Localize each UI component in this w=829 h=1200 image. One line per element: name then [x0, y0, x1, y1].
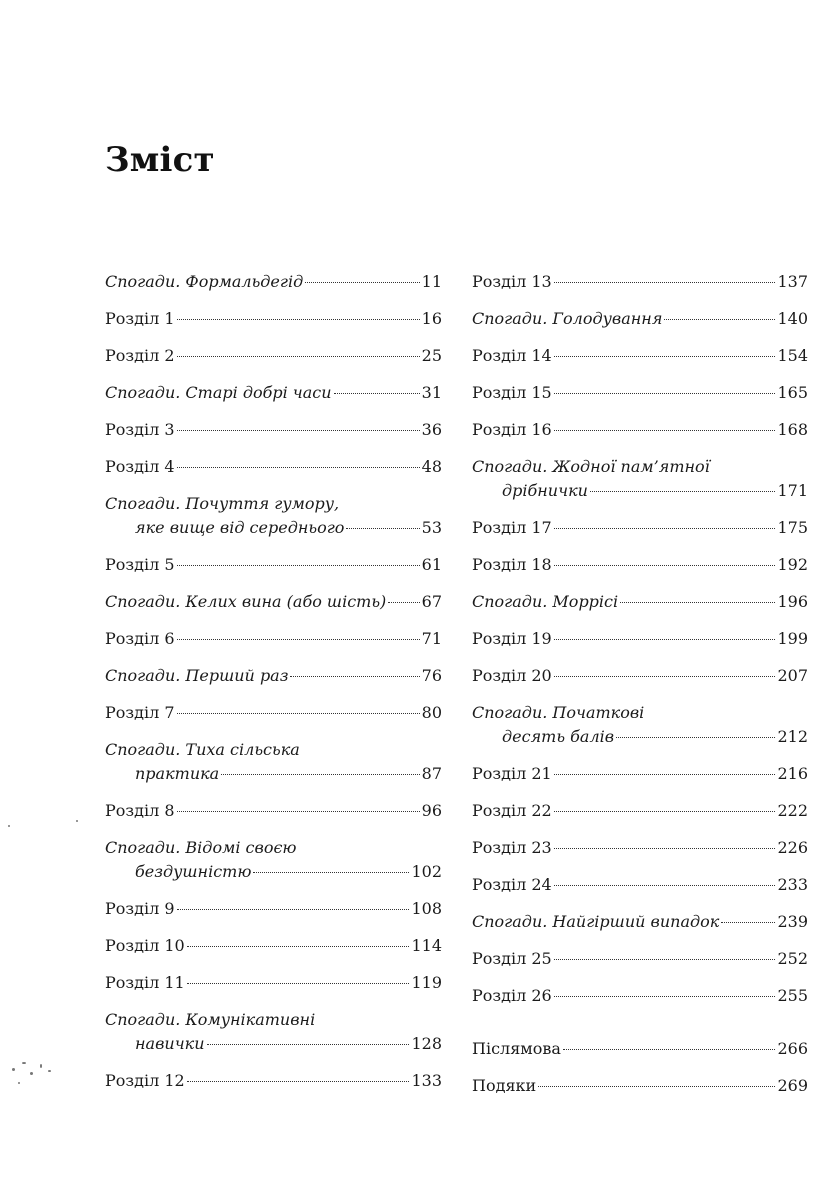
toc-entry [472, 627, 808, 651]
dot-leader [590, 491, 776, 492]
page-title: Зміст [105, 140, 215, 180]
toc-entry-title: Розділ 11 [105, 973, 185, 992]
toc-entry-title: дрібнички [502, 481, 588, 500]
toc-entry [472, 455, 808, 503]
toc-entry [472, 984, 808, 1008]
toc-entry-page: 154 [777, 346, 808, 365]
dot-leader [664, 319, 775, 320]
toc-entry [472, 947, 808, 971]
toc-entry-page: 216 [777, 764, 808, 783]
dot-leader [554, 565, 776, 566]
toc-entry-title: навички [135, 1034, 205, 1053]
toc-entry-title: Розділ 19 [472, 629, 552, 648]
toc-entry-title: Розділ 22 [472, 801, 552, 820]
dot-leader [554, 639, 776, 640]
toc-entry-title: Розділ 26 [472, 986, 552, 1005]
toc-entry-title: Розділ 9 [105, 899, 175, 918]
dot-leader [563, 1049, 776, 1050]
toc-entry-title: Розділ 4 [105, 457, 175, 476]
toc-entry-page: 233 [777, 875, 808, 894]
toc-entry-title-line1: Спогади. Жодної пам’ятної [472, 457, 710, 476]
toc-entry-page: 252 [777, 949, 808, 968]
toc-entry [472, 270, 808, 294]
toc-entry [105, 455, 442, 479]
toc-entry-title: бездушністю [135, 862, 252, 881]
dot-leader [554, 774, 776, 775]
dot-leader [334, 393, 420, 394]
dot-leader [290, 676, 419, 677]
dot-leader [616, 737, 775, 738]
toc-entry-page: 31 [421, 383, 442, 402]
toc-entry [472, 418, 808, 442]
toc-entry [472, 799, 808, 823]
toc-entry [105, 381, 442, 405]
toc-entry [472, 307, 808, 331]
toc-entry-title: Післямова [472, 1039, 561, 1058]
dot-leader [554, 848, 776, 849]
toc-entry [472, 381, 808, 405]
toc-entry [472, 836, 808, 860]
dot-leader [554, 959, 776, 960]
toc-entry [472, 701, 808, 749]
dot-leader [554, 393, 776, 394]
toc-entry [105, 1069, 442, 1093]
toc-entry-page: 102 [411, 862, 442, 881]
toc-entry-title: Спогади. Перший раз [105, 666, 289, 685]
toc-entry-page: 128 [411, 1034, 442, 1053]
dot-leader [187, 946, 410, 947]
dot-leader [177, 430, 420, 431]
toc-entry-page: 175 [777, 518, 808, 537]
toc-entry [472, 516, 808, 540]
toc-entry [105, 1008, 442, 1056]
toc-entry-title-line1: Спогади. Комунікативні [105, 1010, 316, 1029]
dot-leader [538, 1086, 775, 1087]
toc-entry-title: десять балів [502, 727, 615, 746]
toc-entry-title-line1: Спогади. Відомі своєю [105, 838, 297, 857]
toc-entry-page: 226 [777, 838, 808, 857]
dot-leader [554, 996, 776, 997]
toc-entry-title: Розділ 1 [105, 309, 175, 328]
toc-entry-title: Розділ 21 [472, 764, 552, 783]
toc-entry [472, 664, 808, 688]
dot-leader [305, 282, 419, 283]
toc-entry-page: 171 [777, 481, 808, 500]
dot-leader [207, 1044, 410, 1045]
dot-leader [177, 639, 420, 640]
toc-entry-title: Розділ 10 [105, 936, 185, 955]
toc-entry [472, 553, 808, 577]
toc-entry-title: Спогади. Моррісі [472, 592, 619, 611]
toc-entry-title: Розділ 13 [472, 272, 552, 291]
dot-leader [554, 528, 776, 529]
toc-entry-title: Розділ 23 [472, 838, 552, 857]
toc-entry-title: Розділ 2 [105, 346, 175, 365]
toc-entry-title: Розділ 7 [105, 703, 175, 722]
toc-entry [105, 553, 442, 577]
dot-leader [346, 528, 419, 529]
toc-entry-page: 255 [777, 986, 808, 1005]
dot-leader [177, 811, 420, 812]
toc-entry-page: 114 [411, 936, 442, 955]
dot-leader [554, 356, 776, 357]
toc-entry-page: 76 [421, 666, 442, 685]
toc-entry-page: 119 [411, 973, 442, 992]
dot-leader [388, 602, 419, 603]
toc-entry [105, 836, 442, 884]
toc-entry-title: яке вище від середнього [135, 518, 345, 537]
toc-entry [472, 910, 808, 934]
toc-entry-page: 140 [777, 309, 808, 328]
toc-entry [105, 664, 442, 688]
toc-entry-title: Спогади. Старі добрі часи [105, 383, 332, 402]
toc-entry-page: 239 [777, 912, 808, 931]
toc-entry [105, 738, 442, 786]
dot-leader [177, 319, 420, 320]
toc-entry-page: 71 [421, 629, 442, 648]
toc-entry-title: Спогади. Келих вина (або шість) [105, 592, 387, 611]
toc-entry-page: 165 [777, 383, 808, 402]
toc-entry-page: 269 [777, 1076, 808, 1095]
toc-entry [105, 897, 442, 921]
toc-entry-page: 67 [421, 592, 442, 611]
toc-entry [105, 590, 442, 614]
toc-entry-page: 207 [777, 666, 808, 685]
toc-entry-page: 196 [777, 592, 808, 611]
toc-entry-title: Спогади. Найгірший випадок [472, 912, 720, 931]
toc-entry [105, 492, 442, 540]
toc-entry-title: Розділ 17 [472, 518, 552, 537]
toc-entry-page: 80 [421, 703, 442, 722]
toc-entry-page: 96 [421, 801, 442, 820]
dot-leader [554, 282, 776, 283]
toc-entry-title: Розділ 8 [105, 801, 175, 820]
toc-entry-title: Розділ 6 [105, 629, 175, 648]
toc-entry-title: Спогади. Голодування [472, 309, 663, 328]
toc-entry-title: Розділ 16 [472, 420, 552, 439]
toc-entry-page: 48 [421, 457, 442, 476]
toc-entry [105, 934, 442, 958]
toc-entry-title-line1: Спогади. Тиха сільська [105, 740, 300, 759]
toc-entry [472, 1037, 808, 1061]
toc-entry-page: 11 [421, 272, 442, 291]
dot-leader [554, 430, 776, 431]
dot-leader [187, 1081, 410, 1082]
toc-entry-page: 53 [421, 518, 442, 537]
toc-entry [472, 1074, 808, 1098]
toc-entry [105, 344, 442, 368]
toc-entry-title: Розділ 5 [105, 555, 175, 574]
toc-entry-title: Розділ 24 [472, 875, 552, 894]
toc-entry-page: 25 [421, 346, 442, 365]
dot-leader [177, 356, 420, 357]
toc-entry [105, 627, 442, 651]
toc-entry [105, 307, 442, 331]
toc-entry-title: практика [135, 764, 220, 783]
dot-leader [554, 885, 776, 886]
toc-entry-title: Розділ 15 [472, 383, 552, 402]
toc-entry [105, 418, 442, 442]
dot-leader [221, 774, 419, 775]
toc-entry [472, 590, 808, 614]
toc-entry-page: 61 [421, 555, 442, 574]
toc-entry [105, 701, 442, 725]
toc-entry-title: Розділ 12 [105, 1071, 185, 1090]
toc-entry-title: Спогади. Формальдегід [105, 272, 304, 291]
toc-entry [472, 762, 808, 786]
toc-entry [472, 344, 808, 368]
dot-leader [554, 811, 776, 812]
dot-leader [177, 565, 420, 566]
toc-entry-page: 36 [421, 420, 442, 439]
toc-entry-title: Розділ 3 [105, 420, 175, 439]
toc-entry-title: Подяки [472, 1076, 537, 1095]
toc-entry-title-line1: Спогади. Почуття гумору, [105, 494, 340, 513]
toc-entry-page: 133 [411, 1071, 442, 1090]
toc-entry-page: 168 [777, 420, 808, 439]
toc-entry-title: Розділ 25 [472, 949, 552, 968]
dot-leader [177, 909, 410, 910]
toc-entry-title: Розділ 20 [472, 666, 552, 685]
toc-entry-title: Розділ 14 [472, 346, 552, 365]
toc-entry-page: 266 [777, 1039, 808, 1058]
dot-leader [253, 872, 409, 873]
toc-entry-page: 199 [777, 629, 808, 648]
toc-entry-page: 137 [777, 272, 808, 291]
toc-entry-page: 16 [421, 309, 442, 328]
toc-entry [105, 799, 442, 823]
dot-leader [177, 467, 420, 468]
toc-entry-title-line1: Спогади. Початкові [472, 703, 645, 722]
toc-entry-page: 222 [777, 801, 808, 820]
dot-leader [187, 983, 410, 984]
toc-entry-page: 192 [777, 555, 808, 574]
dot-leader [554, 676, 776, 677]
dot-leader [721, 922, 775, 923]
toc-entry [472, 873, 808, 897]
toc-entry-page: 212 [777, 727, 808, 746]
dot-leader [620, 602, 775, 603]
toc-entry-title: Розділ 18 [472, 555, 552, 574]
toc-entry [105, 270, 442, 294]
toc-entry-page: 87 [421, 764, 442, 783]
dot-leader [177, 713, 420, 714]
toc-entry-page: 108 [411, 899, 442, 918]
toc-entry [105, 971, 442, 995]
